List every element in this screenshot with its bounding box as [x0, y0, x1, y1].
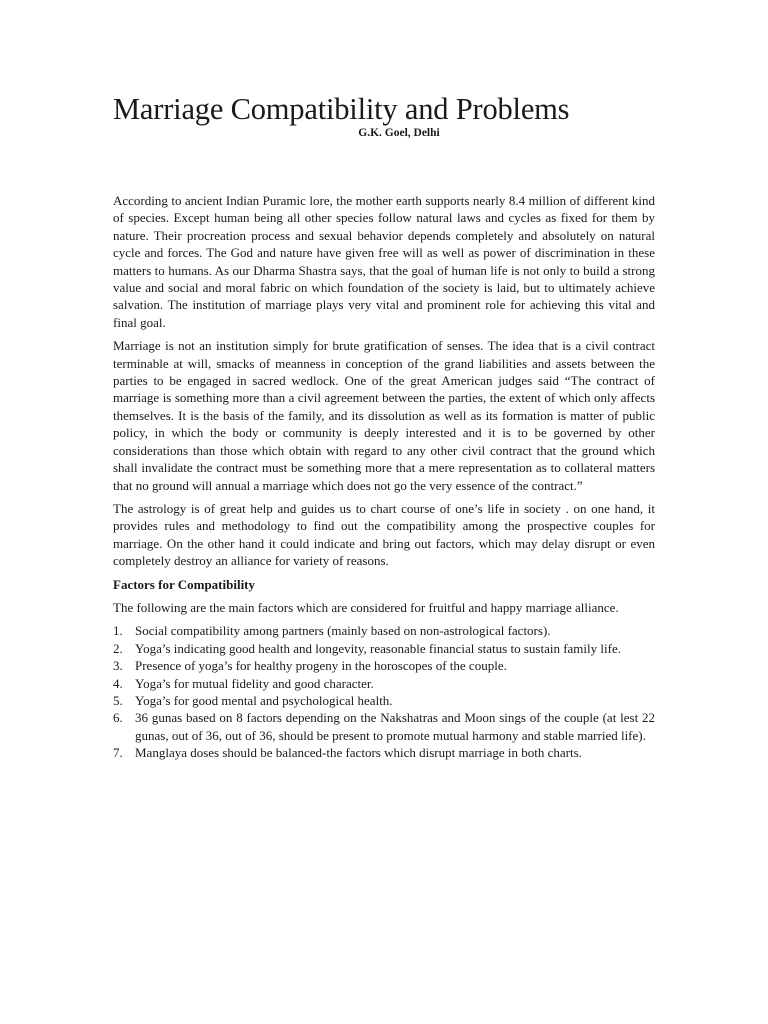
list-item-text: Presence of yoga’s for healthy progeny in the horoscopes of the couple.	[135, 658, 507, 674]
author-line: G.K. Goel, Delhi	[358, 127, 440, 139]
list-item	[113, 640, 655, 657]
list-item	[113, 692, 655, 709]
factors-intro: The following are the main factors which are considered for fruitful and happy marriage alliance.	[113, 599, 619, 615]
document-body	[113, 192, 655, 762]
paragraph-intro: According to ancient Indian Puramic lore, the mother earth supports nearly 8.4 million of different kind of species. Except human being all other species follow natural laws and cycles as fixed for them by nature. Their procreation process and sexual behavior depends completely and absolutely on natural cycle and forces. The God and nature have given free will as well as power of discrimination in these matters to humans. As our Dharma Shastra says, that the goal of human life is not only to build a strong value and social and moral fabric on which foundation of the society is laid, but to ultimately achieve salvation. The institution of marriage plays very vital and prominent role for achieving this vital and final goal.	[113, 193, 655, 330]
list-item-number: 7.	[113, 745, 123, 761]
list-item	[113, 657, 655, 674]
list-item-number: 3.	[113, 658, 123, 674]
list-item-text: Social compatibility among partners (mainly based on non-astrological factors).	[135, 623, 551, 639]
list-item-text: Yoga’s indicating good health and longevity, reasonable financial status to sustain family life.	[135, 640, 621, 656]
paragraph-astrology: The astrology is of great help and guides us to chart course of one’s life in society . on one hand, it provides rules and methodology to find out the compatibility among the prospective couples for marriage. On the other hand it could indicate and bring out factors, which may delay disrupt or even completely destroy an alliance for variety of reasons.	[113, 500, 655, 569]
list-item	[113, 744, 655, 761]
section-heading-factors: Factors for Compatibility	[113, 576, 256, 592]
list-item	[113, 709, 655, 744]
list-item-text: Yoga’s for good mental and psychological health.	[135, 692, 393, 708]
list-item-text: Manglaya doses should be balanced-the factors which disrupt marriage in both charts.	[135, 745, 582, 761]
document-title: Marriage Compatibility and Problems	[113, 92, 570, 126]
factors-list	[113, 622, 655, 761]
list-item	[113, 675, 655, 692]
list-item-number: 4.	[113, 675, 123, 691]
list-item	[113, 622, 655, 639]
list-item-number: 6.	[113, 710, 123, 726]
list-item-text: 36 gunas based on 8 factors depending on the Nakshatras and Moon sings of the couple (at lest 22 gunas, out of 36, out of 36, should be present to promote mutual harmony and stable married life).	[135, 710, 655, 743]
paragraph-marriage-contract: Marriage is not an institution simply for brute gratification of senses. The idea that is a civil contract terminable at will, smacks of meanness in conception of the grand liabilities and assets between the parties to be engaged in sacred wedlock. One of the great American judges said “The contract of marriage is something more than a civil agreement between the parties, the extent of which only affects themselves. It is the basis of the family, and its dissolution as well as its formation is matter of public policy, in which the body or community is deeply interested and it is to be governed by other considerations than those which obtain with regard to any other civil contract that the ground which shall invalidate the contract must be something more that a mere representation as to collateral matters that no ground will annual a marriage which does not go the very essence of the contract.”	[113, 338, 655, 493]
list-item-number: 1.	[113, 623, 123, 639]
list-item-text: Yoga’s for mutual fidelity and good character.	[135, 675, 374, 691]
list-item-number: 5.	[113, 692, 123, 708]
list-item-number: 2.	[113, 640, 123, 656]
